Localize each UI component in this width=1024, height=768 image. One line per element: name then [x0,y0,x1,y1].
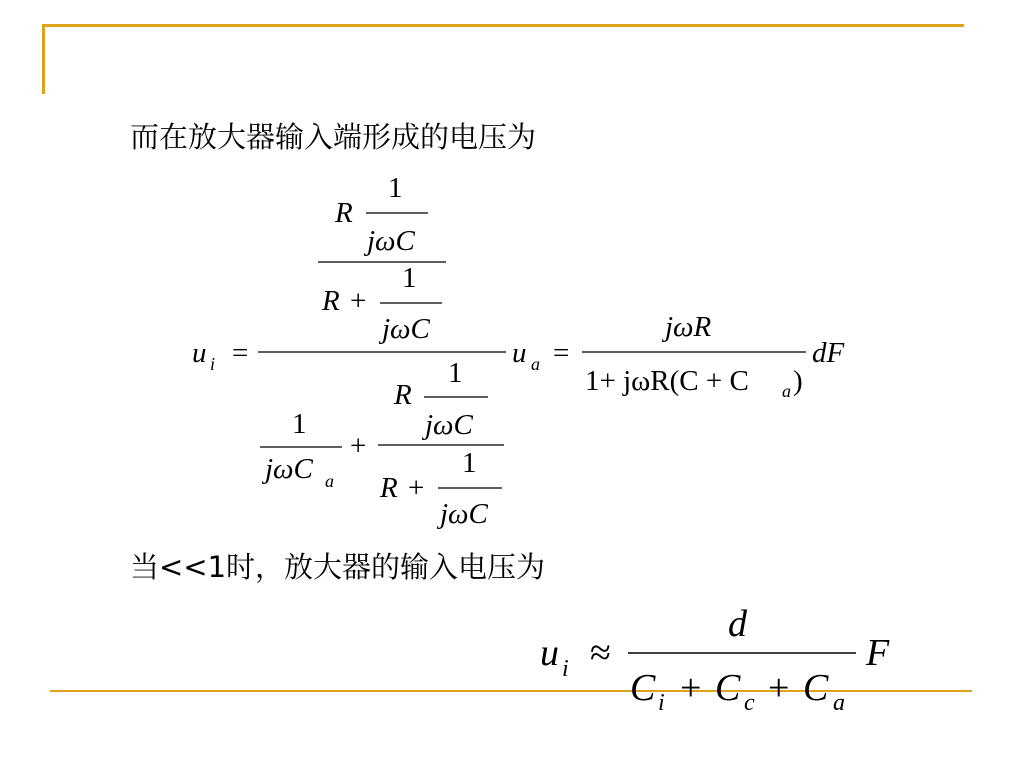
eq1-R-mid: R [322,285,340,317]
eq1-jwC-d: jωC [440,498,488,530]
eq1-one-d: 1 [292,408,307,440]
condition-text: 当<<1时，放大器的输入电压为 [130,550,546,584]
eq2-C3: C [803,667,829,709]
eq2-plus2: + [768,667,790,709]
eq1-rhs-den-b: ) [793,365,803,397]
eq1-one-a: 1 [388,172,403,204]
eq1-ua-sub-a: a [531,354,540,374]
intro-text: 而在放大器输入端形成的电压为 [130,120,537,154]
eq1-jwC-a: jωC [367,225,415,257]
eq2-C1: C [630,667,656,709]
eq1-jwCa: jωC [265,453,313,485]
eq1-one-c: 1 [448,357,463,389]
eq2-sub-c: c [744,690,755,716]
eq1-ua-u: u [512,337,527,369]
eq1-R-bot: R [380,472,398,504]
eq2-F: F [866,632,890,674]
eq1-R-top: R [335,197,353,229]
eq1-rhs-num: jωR [665,311,712,343]
eq1-jwC-c: jωC [425,409,473,441]
eq1-plus-c: + [408,472,425,504]
eq1-equals-a: = [232,337,249,369]
eq2-sub-i: i [562,656,569,682]
eq2-approx: ≈ [590,632,611,674]
eq1-lhs-u: u [192,337,207,369]
eq1-jwCa-sub: a [325,471,334,491]
eq2-plus1: + [680,667,702,709]
eq1-one-e: 1 [462,447,477,479]
eq1-dF: dF [812,337,845,369]
eq1-plus-a: + [350,285,367,317]
eq1-plus-b: + [350,430,367,462]
eq1-rhs-sub-a: a [782,381,791,401]
eq2-C2: C [715,667,741,709]
eq1-jwC-b: jωC [382,313,430,345]
eq1-lhs-sub-i: i [210,354,216,374]
eq2-sub-i2: i [658,690,665,716]
eq1-R-low: R [394,379,412,411]
eq1-rhs-den-a: 1+ jωR(C + C [585,365,749,397]
eq2-sub-a: a [833,690,845,716]
eq1-one-b: 1 [402,262,417,294]
eq2-d: d [728,603,747,645]
eq1-equals-b: = [553,337,570,369]
eq2-u: u [540,632,559,674]
